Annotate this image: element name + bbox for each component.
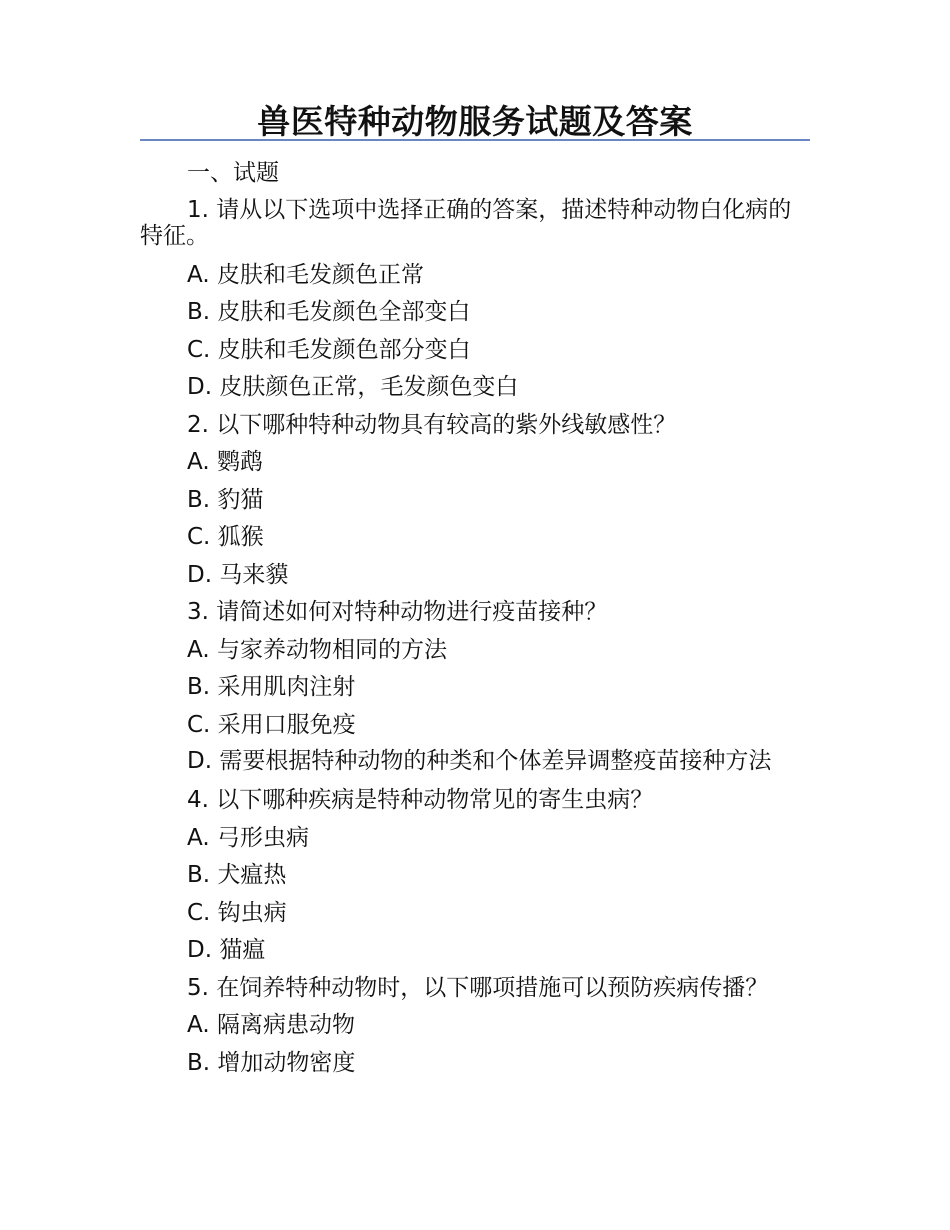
option-3b: B. 采用肌肉注射 xyxy=(187,674,356,700)
option-1b: B. 皮肤和毛发颜色全部变白 xyxy=(187,299,471,325)
option-1d: D. 皮肤颜色正常，毛发颜色变白 xyxy=(187,374,519,400)
option-3d: D. 需要根据特种动物的种类和个体差异调整疫苗接种方法 xyxy=(187,748,772,774)
question-2: 2. 以下哪种特种动物具有较高的紫外线敏感性？ xyxy=(187,411,677,438)
question-5: 5. 在饲养特种动物时，以下哪项措施可以预防疾病传播？ xyxy=(187,974,769,1001)
option-3a: A. 与家养动物相同的方法 xyxy=(187,636,447,663)
option-3c: C. 采用口服免疫 xyxy=(187,711,356,738)
option-5b: B. 增加动物密度 xyxy=(187,1049,356,1076)
document-title: 兽医特种动物服务试题及答案 xyxy=(257,102,693,141)
question-3: 3. 请简述如何对特种动物进行疫苗接种？ xyxy=(187,599,608,625)
option-2d: D. 马来貘 xyxy=(187,561,289,588)
question-1: 1. 请从以下选项中选择正确的答案，描述特种动物白化病的特征。 xyxy=(140,196,792,249)
section-heading: 一、试题 xyxy=(187,160,279,186)
option-5a: A. 隔离病患动物 xyxy=(187,1012,355,1038)
option-1a: A. 皮肤和毛发颜色正常 xyxy=(187,261,424,288)
option-2c: C. 狐猴 xyxy=(187,524,264,550)
option-2b: B. 豹猫 xyxy=(187,486,264,513)
option-4d: D. 猫瘟 xyxy=(187,937,266,963)
title-underline xyxy=(140,139,810,141)
question-4: 4. 以下哪种疾病是特种动物常见的寄生虫病？ xyxy=(187,787,654,813)
option-4a: A. 弓形虫病 xyxy=(187,824,309,851)
document-body xyxy=(140,155,810,1082)
option-1c: C. 皮肤和毛发颜色部分变白 xyxy=(187,336,471,363)
option-4c: C. 钩虫病 xyxy=(187,899,287,926)
option-4b: B. 犬瘟热 xyxy=(187,862,287,888)
option-2a: A. 鹦鹉 xyxy=(187,449,263,475)
